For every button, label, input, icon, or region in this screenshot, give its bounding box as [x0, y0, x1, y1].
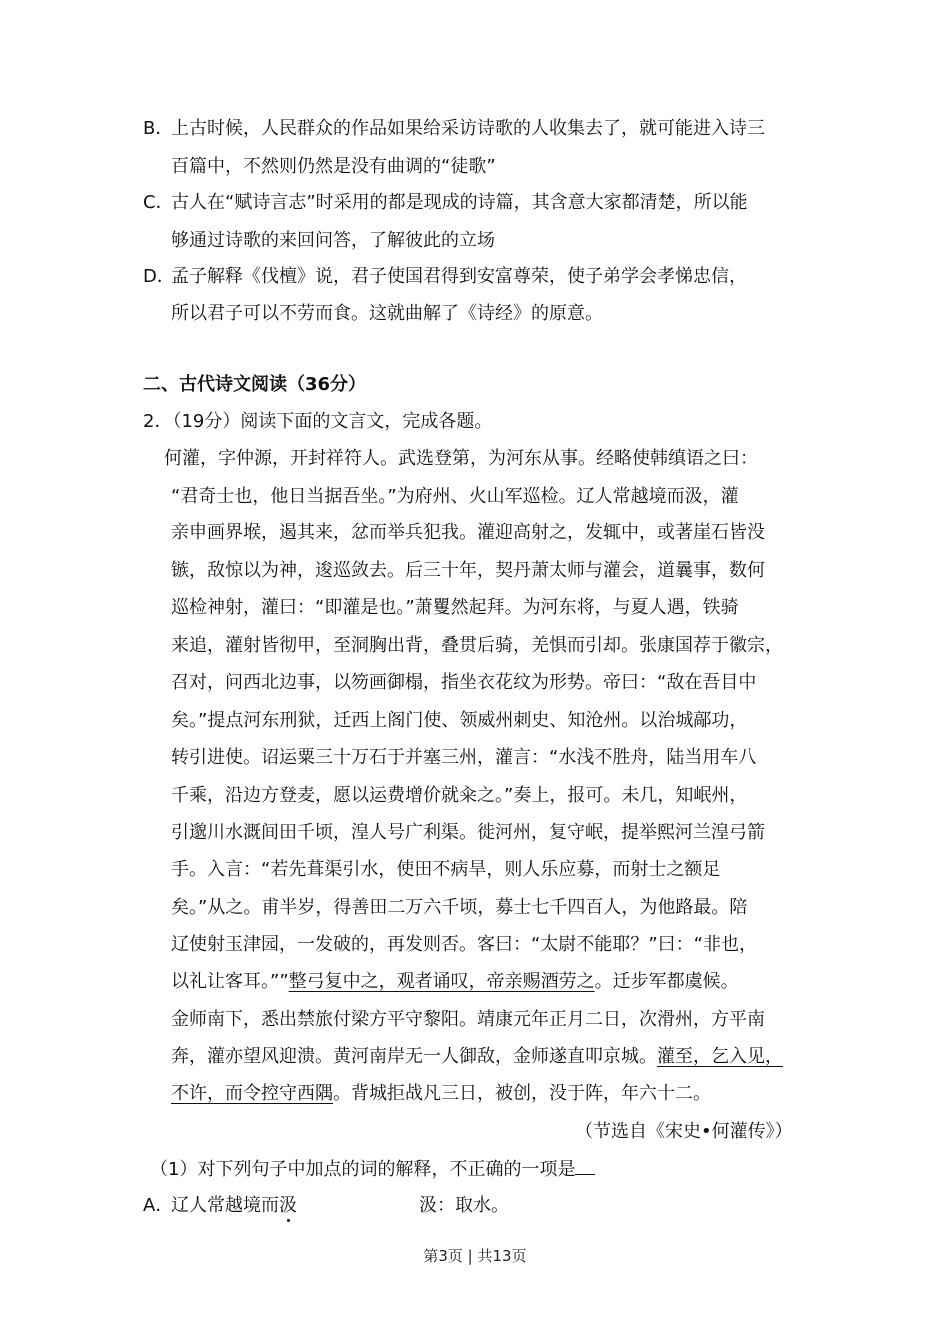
passage-line: 何灌，字仲源，开封祥符人。武选登第，为河东从事。经略使韩缜语之曰： — [164, 448, 758, 469]
passage-source: （节选自《宋史•何灌传》） — [575, 1121, 793, 1142]
option-c-label: C． — [143, 192, 174, 213]
passage-line — [171, 1083, 711, 1105]
option-b-line-1 — [143, 118, 765, 140]
option-c-line-1 — [143, 192, 748, 214]
passage-line — [171, 971, 739, 993]
underlined-sentence-2a: 灌至，乞入见， — [657, 1046, 783, 1067]
passage-line: 转引进使。诏运粟三十万石于并塞三州，灌言：“水浅不胜舟，陆当用车八 — [171, 747, 757, 768]
passage-line: 矣。”提点河东刑狱，迁西上阁门使、领威州刺史、知沧州。以治城鄗功， — [171, 710, 748, 731]
option-d-label: D． — [143, 266, 175, 287]
option-a-sentence: 辽人常越境而 — [171, 1195, 279, 1216]
passage-text: 以礼让客耳。”” — [171, 971, 289, 992]
sub-question-1-text: （1）对下列句子中加点的词的解释，不正确的一项是 — [150, 1159, 576, 1180]
passage-text: 奔，灌亦望风迎溃。黄河南岸无一人御敌，金师遂直叩京城。 — [171, 1046, 657, 1067]
passage-text: 。迁步军都虞候。 — [594, 971, 739, 992]
option-b-label: B． — [143, 118, 174, 139]
option-d-line-2: 所以君子可以不劳而食。这就曲解了《诗经》的原意。 — [171, 303, 603, 324]
sub-question-1-option-a — [143, 1195, 297, 1217]
passage-line: 来追，灌射皆彻甲，至洞胸出背，叠贯后骑，羌惧而引却。张康国荐于徽宗， — [171, 635, 783, 656]
option-b-text-1: 上古时候，人民群众的作品如果给采访诗歌的人收集去了，就可能进入诗三 — [171, 118, 765, 139]
passage-line: 辽使射玉津园，一发破的，再发则否。客曰：“太尉不能耶？”曰：“非也， — [171, 934, 757, 955]
page-footer: 第3页 | 共13页 — [423, 1247, 527, 1265]
passage-line: 亲申画界堠，遏其来，忿而举兵犯我。灌迎高射之，发辄中，或著崖石皆没 — [171, 522, 765, 543]
passage-line: 巡检神射，灌曰：“即灌是也。”萧矍然起拜。为河东将，与夏人遇，铁骑 — [171, 597, 739, 618]
passage-line: “君奇士也，他日当据吾坐。”为府州、火山军巡检。辽人常越境而汲，灌 — [171, 486, 739, 507]
passage-line: 引邈川水溉间田千顷，湟人号广利渠。徙河州，复守岷，提举熙河兰湟弓箭 — [171, 822, 765, 843]
passage-line: 千乘，沿边方登麦，愿以运费增价就籴之。”奏上，报可。未几，知岷州， — [171, 785, 748, 806]
option-a-label: A． — [143, 1195, 174, 1216]
dotted-word: 汲 — [279, 1195, 297, 1216]
passage-line: 金师南下，悉出禁旅付梁方平守黎阳。靖康元年正月二日，次滑州，方平南 — [171, 1009, 765, 1030]
passage-line — [171, 1046, 783, 1068]
option-b-line-2: 百篇中，不然则仍然是没有曲调的“徒歌” — [171, 156, 496, 177]
passage-line: 召对，问西北边事，以笏画御榻，指坐衣花纹为形势。帝曰：“敌在吾目中 — [171, 672, 757, 693]
question-2-header: 2．（19分）阅读下面的文言文，完成各题。 — [143, 411, 493, 432]
passage-line: 矣。”从之。甫半岁，得善田二万六千顷，募士七千四百人，为他路最。陪 — [171, 897, 748, 918]
underlined-sentence-1: 整弓复中之，观者诵叹，帝亲赐酒劳之 — [288, 971, 595, 992]
option-c-line-2: 够通过诗歌的来回问答，了解彼此的立场 — [171, 230, 495, 251]
sub-question-1 — [150, 1158, 595, 1181]
passage-line: 镞，敌惊以为神，逡巡敛去。后三十年，契丹萧太师与灌会，道曩事，数何 — [171, 560, 765, 581]
passage-text: 。背城拒战凡三日，被创，没于阵，年六十二。 — [333, 1083, 711, 1104]
section-heading: 二、古代诗文阅读（36分） — [143, 374, 367, 395]
underlined-sentence-2b: 不许，而令控守西隅 — [171, 1083, 333, 1104]
option-d-text-1: 孟子解释《伐檀》说，君子使国君得到安富尊荣，使子弟学会孝悌忠信， — [171, 266, 747, 287]
option-d-line-1 — [143, 266, 747, 288]
option-c-text-1: 古人在“赋诗言志”时采用的都是现成的诗篇，其含意大家都清楚，所以能 — [171, 192, 748, 213]
option-a-explanation: 汲：取水。 — [419, 1195, 509, 1216]
passage-line: 手。入言：“若先葺渠引水，使田不病旱，则人乐应募，而射士之额足 — [171, 859, 721, 880]
answer-blank[interactable] — [575, 1158, 595, 1175]
